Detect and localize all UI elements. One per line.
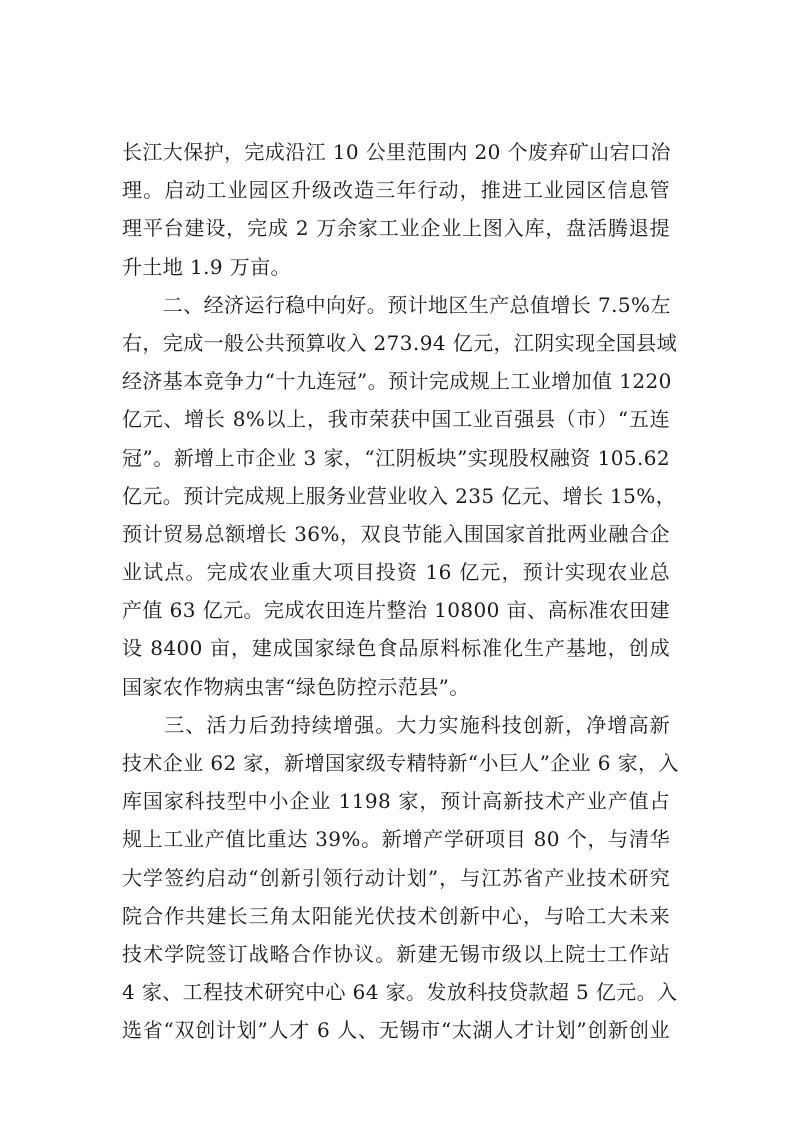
text-line: 升土地 1.9 万亩。 <box>122 254 291 279</box>
text-line: 4 家、工程技术研究中心 64 家。发放科技贷款超 5 亿元。入 <box>122 980 678 1005</box>
text-line: 亿元、增长 8%以上，我市荣获中国工业百强县（市）“五连 <box>122 407 670 432</box>
text-line: 亿元。预计完成规上服务业营业收入 235 亿元、增长 15%， <box>122 483 677 508</box>
text-line: 大学签约启动“创新引领行动计划”，与江苏省产业技术研究 <box>122 865 670 890</box>
text-line: 设 8400 亩，建成国家绿色食品原料标准化生产基地，创成 <box>122 636 670 661</box>
text-line: 规上工业产值比重达 39%。新增产学研项目 80 个，与清华 <box>122 827 670 852</box>
text-line: 院合作共建长三角太阳能光伏技术创新中心，与哈工大未来 <box>122 903 670 928</box>
text-line: 长江大保护，完成沿江 10 公里范围内 20 个废弃矿山宕口治 <box>122 140 671 164</box>
paragraph-innovation <box>122 706 679 1050</box>
text-line: 技术企业 62 家，新增国家级专精特新“小巨人”企业 6 家，入 <box>122 751 679 775</box>
text-line: 理平台建设，完成 2 万余家工业企业上图入库，盘活腾退提 <box>122 216 670 241</box>
text-line: 国家农作物病虫害“绿色防控示范县”。 <box>122 674 470 699</box>
text-line: 预计贸易总额增长 36%，双良节能入围国家首批两业融合企 <box>122 521 670 546</box>
text-line: 右，完成一般公共预算收入 273.94 亿元，江阴实现全国县域 <box>122 330 678 355</box>
paragraph-economy <box>122 286 678 706</box>
text-line: 技术学院签订战略合作协议。新建无锡市级以上院士工作站 <box>122 941 670 966</box>
text-line: 库国家科技型中小企业 1198 家，预计高新技术产业产值占 <box>122 789 670 814</box>
text-line: 二、经济运行稳中向好。预计地区生产总值增长 7.5%左 <box>122 292 671 317</box>
paragraph-ecology <box>122 133 670 286</box>
body-text <box>122 133 679 1050</box>
text-line: 产值 63 亿元。完成农田连片整治 10800 亩、高标准农田建 <box>122 598 670 623</box>
text-line: 业试点。完成农业重大项目投资 16 亿元，预计实现农业总 <box>122 560 670 585</box>
text-line: 理。启动工业园区升级改造三年行动，推进工业园区信息管 <box>122 178 670 203</box>
text-line: 三、活力后劲持续增强。大力实施科技创新，净增高新 <box>122 712 670 737</box>
text-line: 选省“双创计划”人才 6 人、无锡市“太湖人才计划”创新创业 <box>122 1018 670 1043</box>
text-line: 冠”。新增上市企业 3 家，“江阴板块”实现股权融资 105.62 <box>122 445 670 470</box>
text-line: 经济基本竞争力“十九连冠”。预计完成规上工业增加值 1220 <box>122 369 672 394</box>
